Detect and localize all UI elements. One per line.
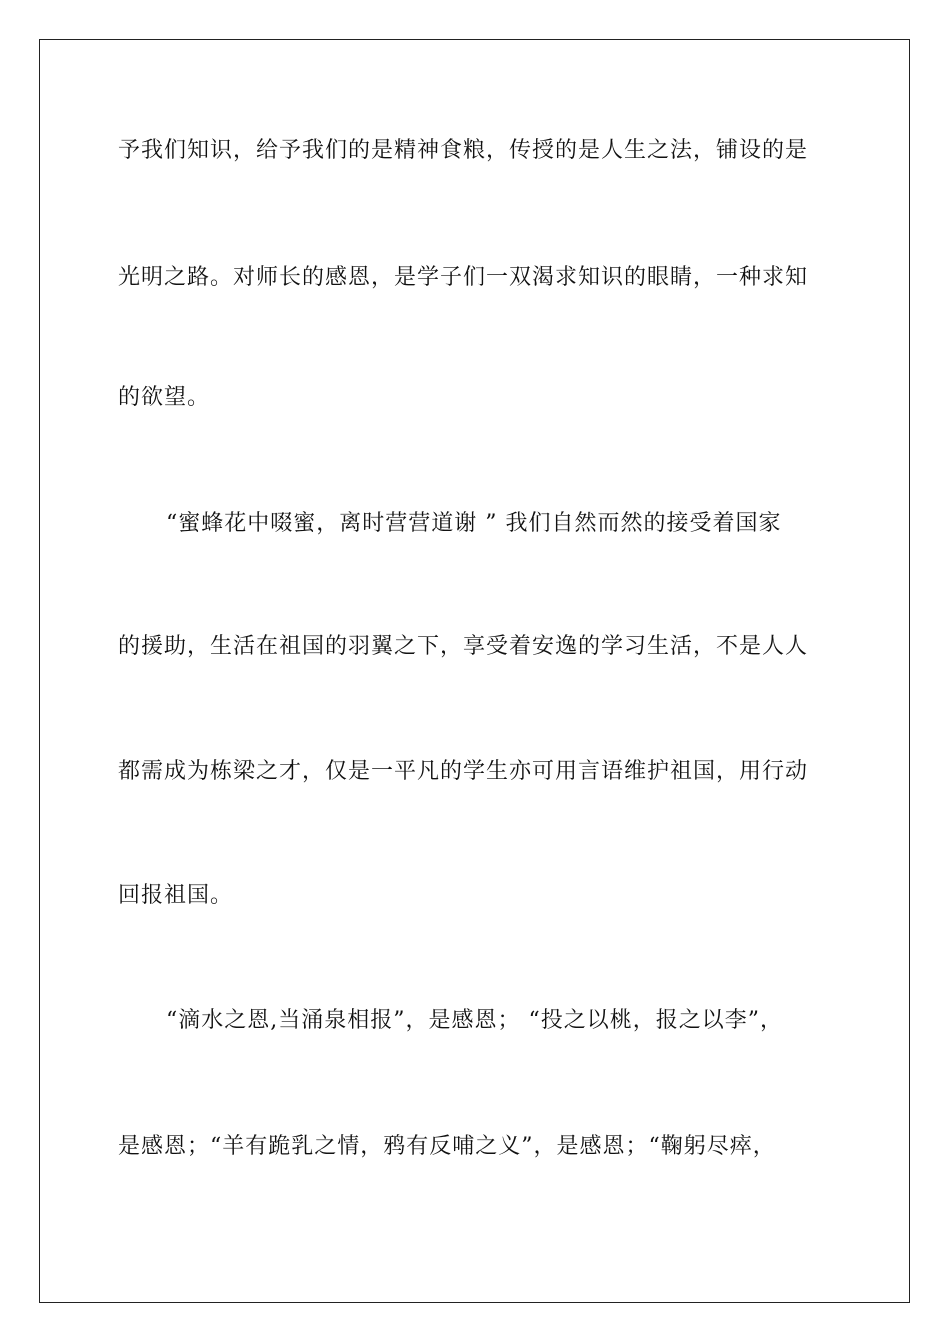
text-line-5: 的援助，生活在祖国的羽翼之下，享受着安逸的学习生活，不是人人 bbox=[118, 634, 809, 659]
text-line-4: “蜜蜂花中啜蜜，离时营营道谢 ” 我们自然而然的接受着国家 bbox=[166, 511, 782, 536]
text-line-9: 是感恩；“羊有跪乳之情，鸦有反哺之义”，是感恩；“鞠躬尽瘁， bbox=[118, 1134, 776, 1159]
text-line-2: 光明之路。对师长的感恩，是学子们一双渴求知识的眼睛，一种求知 bbox=[118, 265, 809, 290]
text-line-3: 的欲望。 bbox=[118, 385, 211, 410]
text-line-8: “滴水之恩,当涌泉相报”，是感恩； “投之以桃，报之以李”， bbox=[166, 1008, 783, 1033]
text-line-1: 予我们知识，给予我们的是精神食粮，传授的是人生之法，铺设的是 bbox=[118, 138, 809, 163]
text-line-6: 都需成为栋梁之才，仅是一平凡的学生亦可用言语维护祖国，用行动 bbox=[118, 759, 809, 784]
text-line-7: 回报祖国。 bbox=[118, 883, 234, 908]
page-border bbox=[39, 39, 910, 1303]
